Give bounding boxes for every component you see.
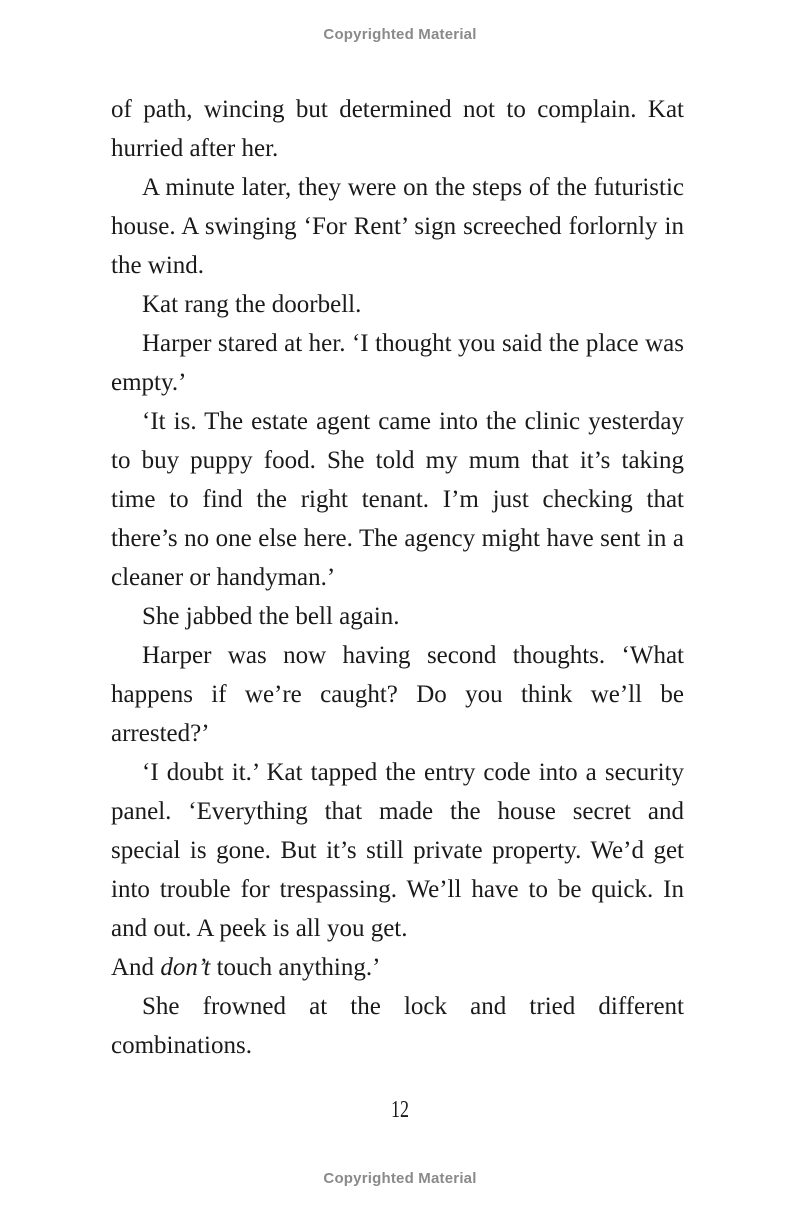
page-number: 12 [391,1097,409,1123]
paragraph: ‘It is. The estate agent came into the clinic yesterday to buy puppy food. She told my mum that it’s taking time to find the right tenant. I’m just checking that there’s no one else here. The agency might have sent in a cleaner or handyman.’ [111,408,684,591]
paragraph: ‘I doubt it.’ Kat tapped the entry code into a security panel. ‘Everything that made the house secret and special is gone. But it’s still private property. We’d get into trouble for trespassing. We’ll have to be quick. In and out. A peek is all you get. [111,759,684,942]
page-body [111,90,684,1065]
paragraph: Harper was now having second thoughts. ‘What happens if we’re caught? Do you think we’ll be arrested?’ [111,642,684,747]
text-run: touch anything.’ [210,954,381,981]
paragraph: She frowned at the lock and tried different combinations. [111,993,684,1059]
paragraph: of path, wincing but determined not to complain. Kat hurried after her. [111,96,684,162]
paragraph-continuation [111,948,684,987]
copyright-watermark-top: Copyrighted Material [323,26,477,43]
paragraph: She jabbed the bell again. [142,603,400,630]
italic-emphasis: don’t [160,954,211,981]
paragraph: A minute later, they were on the steps of the futuristic house. A swinging ‘For Rent’ sign screeched forlornly in the wind. [111,174,684,279]
paragraph: Kat rang the doorbell. [142,291,362,318]
paragraph: Harper stared at her. ‘I thought you said the place was empty.’ [111,330,684,396]
text-run: And [111,954,161,981]
copyright-watermark-bottom: Copyrighted Material [323,1170,477,1187]
